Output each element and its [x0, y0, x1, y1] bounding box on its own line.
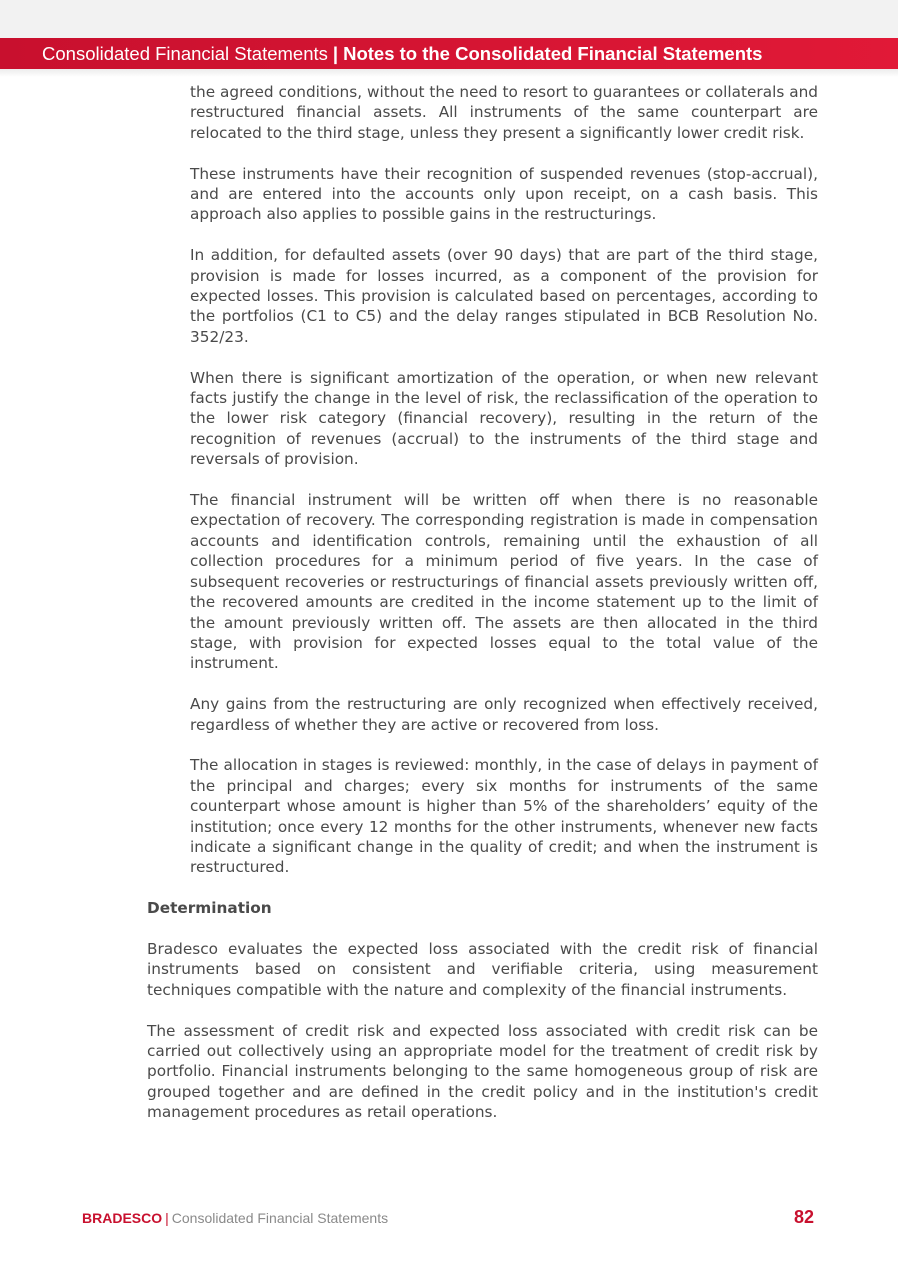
header-section-label: Consolidated Financial Statements	[42, 42, 328, 64]
body-paragraph: When there is significant amortization of the operation, or when new relevant facts justify the change in the level of risk, the reclassification of the operation to the lower risk category (financial recovery), resulting in the return of the recognition of revenues (accrual) to the instruments of the third stage and reversals of provision.	[190, 368, 818, 469]
section-heading: Determination	[147, 899, 272, 918]
page-number: 82	[793, 1207, 814, 1227]
header-separator: |	[332, 42, 339, 64]
body-paragraph: These instruments have their recognition of suspended revenues (stop-accrual), and are entered into the accounts only upon receipt, on a cash basis. This approach also applies to possible gains in the restructurings.	[190, 164, 818, 224]
top-margin-strip	[0, 0, 898, 38]
footer-brand: BRADESCO	[82, 1210, 163, 1226]
page-footer	[82, 1210, 388, 1226]
body-paragraph: In addition, for defaulted assets (over 90 days) that are part of the third stage, provision is made for losses incurred, as a component of the provision for expected losses. This provision is calculated based on percentages, according to the portfolios (C1 to C5) and the delay ranges stipulated in BCB Resolution No. 352/23.	[190, 246, 818, 346]
body-paragraph: the agreed conditions, without the need to resort to guarantees or collaterals and restructured financial assets. All instruments of the same counterpart are relocated to the third stage, unless they present a significantly lower credit risk.	[190, 83, 818, 142]
footer-separator: |	[165, 1210, 169, 1226]
header-shadow	[0, 69, 898, 77]
footer-document-title: Consolidated Financial Statements	[171, 1210, 389, 1226]
body-paragraph: The financial instrument will be written off when there is no reasonable expectation of recovery. The corresponding registration is made in compensation accounts and identification controls, remaining until the exhaustion of all collection procedures for a minimum period of five years. In the case of subsequent recoveries or restructurings of financial assets previously written off, the recovered amounts are credited in the income statement up to the limit of the amount previously written off. The assets are then allocated in the third stage, with provision for expected losses equal to the total value of the instrument.	[190, 491, 818, 673]
document-body	[147, 82, 818, 1143]
body-paragraph: The allocation in stages is reviewed: monthly, in the case of delays in payment of the principal and charges; every six months for instruments of the same counterpart whose amount is higher than 5% of the shareholders’ equity of the institution; once every 12 months for the other instruments, whenever new facts indicate a significant change in the quality of credit; and when the instrument is restructured.	[190, 756, 818, 877]
page-header-band	[0, 38, 898, 69]
body-paragraph: Any gains from the restructuring are only recognized when effectively received, regardless of whether they are active or recovered from loss.	[190, 695, 818, 734]
section-paragraph: The assessment of credit risk and expected loss associated with credit risk can be carried out collectively using an appropriate model for the treatment of credit risk by portfolio. Financial instruments belonging to the same homogeneous group of risk are grouped together and are defined in the credit policy and in the institution's credit management procedures as retail operations.	[147, 1021, 818, 1122]
section-paragraph: Bradesco evaluates the expected loss associated with the credit risk of financial instruments based on consistent and verifiable criteria, using measurement techniques compatible with the nature and complexity of the financial instruments.	[147, 939, 818, 999]
header-title: Notes to the Consolidated Financial Statements	[343, 42, 763, 64]
